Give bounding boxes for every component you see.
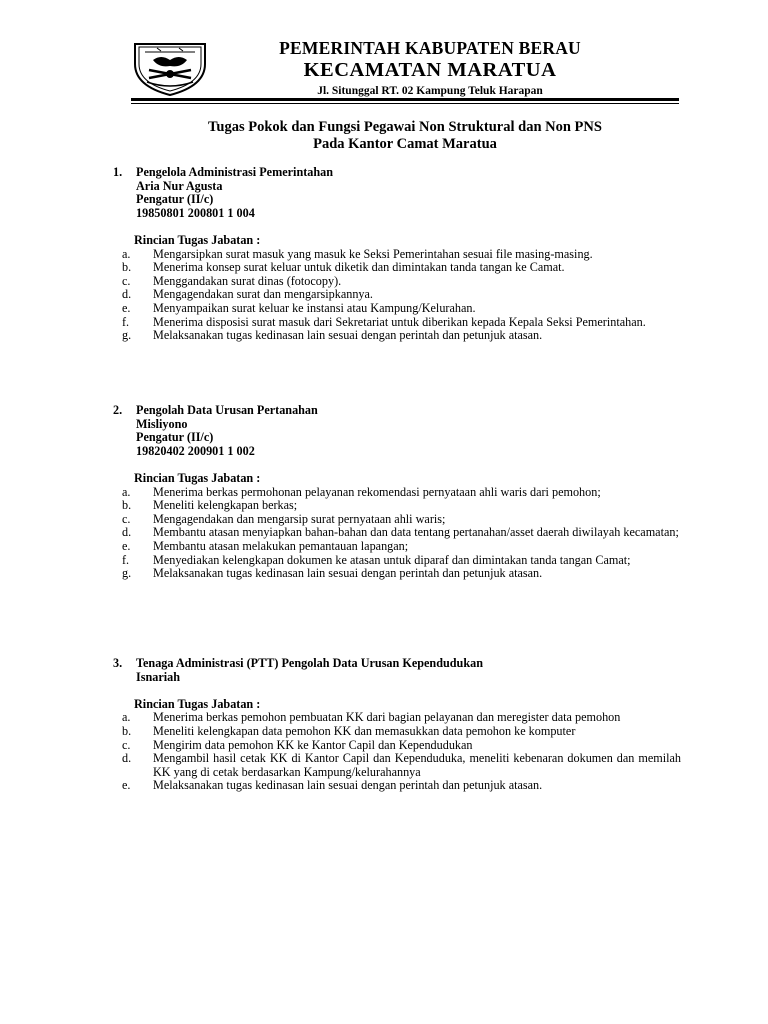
section-header — [113, 166, 681, 220]
employee-rank: Pengatur (II/c) — [136, 430, 214, 445]
employee-nip: 19820402 200901 1 002 — [136, 443, 255, 458]
section-3 — [113, 657, 681, 793]
task-item — [122, 752, 681, 779]
employee-name: Isnariah — [136, 669, 181, 684]
section-number: 3. — [113, 656, 123, 670]
document-title-line-1: Tugas Pokok dan Fungsi Pegawai Non Struktural dan Non PNS — [208, 119, 602, 135]
task-item — [122, 499, 681, 513]
letterhead-government: PEMERINTAH KABUPATEN BERAU — [279, 38, 581, 58]
task-text: Meneliti kelengkapan berkas; — [153, 498, 298, 513]
task-item — [122, 329, 681, 343]
task-text: Menerima disposisi surat masuk dari Sekretariat untuk diberikan kepada Kepala Seksi Pemerintahan. — [153, 314, 646, 329]
task-item — [122, 725, 681, 739]
section-number: 1. — [113, 165, 123, 179]
task-letter: d. — [122, 287, 132, 302]
task-text: Membantu atasan melakukan pemantauan lapangan; — [153, 538, 409, 553]
section-1 — [113, 166, 681, 343]
letterhead-rule-thin — [131, 103, 679, 104]
task-letter: d. — [122, 751, 132, 766]
letterhead — [220, 38, 640, 99]
task-item — [122, 261, 681, 275]
letterhead-rule-thick — [131, 98, 679, 101]
task-item — [122, 526, 681, 540]
task-item — [122, 288, 681, 302]
task-letter: g. — [122, 566, 132, 581]
task-text: Mengarsipkan surat masuk yang masuk ke Seksi Pemerintahan sesuai file masing-masing. — [153, 246, 593, 261]
task-item — [122, 711, 681, 725]
task-text: Melaksanakan tugas kedinasan lain sesuai dengan perintah dan petunjuk atasan. — [153, 328, 543, 343]
task-item — [122, 302, 681, 316]
regency-emblem-icon — [131, 38, 209, 98]
task-text: Meneliti kelengkapan data pemohon KK dan memasukkan data pemohon ke komputer — [153, 723, 576, 738]
task-text: Menggandakan surat dinas (fotocopy). — [153, 273, 342, 288]
letterhead-address: Jl. Situnggal RT. 02 Kampung Teluk Harapan — [317, 85, 543, 97]
task-letter: c. — [122, 273, 131, 288]
section-header — [113, 404, 681, 458]
position-title: Pengelola Administrasi Pemerintahan — [136, 165, 334, 179]
task-letter: e. — [122, 778, 131, 793]
task-letter: a. — [122, 484, 131, 499]
task-item — [122, 248, 681, 262]
task-letter: b. — [122, 498, 132, 513]
task-text: Mengirim data pemohon KK ke Kantor Capil dan Kependudukan — [153, 737, 473, 752]
section-header — [113, 657, 681, 684]
task-text: Membantu atasan menyiapkan bahan-bahan dan data tentang pertanahan/asset daerah diwilayah kecamatan; — [153, 525, 679, 540]
task-letter: f. — [122, 552, 130, 567]
document-title-line-2: Pada Kantor Camat Maratua — [313, 136, 497, 152]
task-text: Menerima berkas permohonan pelayanan rekomendasi pernyataan ahli waris dari pemohon; — [153, 484, 601, 499]
task-letter: b. — [122, 260, 132, 275]
task-text: Mengagendakan surat dan mengarsipkannya. — [153, 287, 373, 302]
employee-name: Aria Nur Agusta — [136, 178, 223, 193]
employee-nip: 19850801 200801 1 004 — [136, 205, 255, 220]
task-item — [122, 540, 681, 554]
position-title: Pengolah Data Urusan Pertanahan — [136, 403, 318, 417]
task-text: Mengambil hasil cetak KK di Kantor Capil dan Kependuduka, meneliti kebenaran dokumen dan memilah KK yang di cetak berdasarkan Kampung/kelurahannya — [153, 751, 681, 779]
task-item — [122, 739, 681, 753]
employee-name: Misliyono — [136, 416, 188, 431]
rincian-heading: Rincian Tugas Jabatan : — [134, 696, 261, 711]
task-letter: b. — [122, 723, 132, 738]
section-2 — [113, 404, 681, 581]
section-number: 2. — [113, 403, 123, 417]
task-text: Menyediakan kelengkapan dokumen ke atasan untuk diparaf dan dimintakan tanda tangan Camat; — [153, 552, 631, 567]
task-item — [122, 567, 681, 581]
rincian-heading: Rincian Tugas Jabatan : — [134, 232, 261, 247]
task-letter: c. — [122, 511, 131, 526]
task-letter: f. — [122, 314, 130, 329]
task-text: Melaksanakan tugas kedinasan lain sesuai dengan perintah dan petunjuk atasan. — [153, 566, 543, 581]
task-item — [122, 275, 681, 289]
task-letter: a. — [122, 710, 131, 725]
task-item — [122, 486, 681, 500]
task-letter: g. — [122, 328, 132, 343]
task-letter: c. — [122, 737, 131, 752]
task-letter: a. — [122, 246, 131, 261]
task-letter: e. — [122, 300, 131, 315]
position-title: Tenaga Administrasi (PTT) Pengolah Data Urusan Kependudukan — [136, 656, 483, 670]
task-list — [122, 711, 681, 793]
document-title — [120, 119, 690, 153]
task-text: Mengagendakan dan mengarsip surat pernyataan ahli waris; — [153, 511, 446, 526]
task-item — [122, 316, 681, 330]
rincian-heading: Rincian Tugas Jabatan : — [134, 470, 261, 485]
task-item — [122, 779, 681, 793]
task-text: Melaksanakan tugas kedinasan lain sesuai dengan perintah dan petunjuk atasan. — [153, 778, 543, 793]
task-text: Menerima berkas pemohon pembuatan KK dari bagian pelayanan dan meregister data pemohon — [153, 710, 621, 725]
task-list — [122, 486, 681, 581]
task-item — [122, 554, 681, 568]
task-text: Menerima konsep surat keluar untuk diketik dan dimintakan tanda tangan ke Camat. — [153, 260, 565, 275]
letterhead-district: KECAMATAN MARATUA — [303, 59, 557, 81]
task-letter: e. — [122, 538, 131, 553]
task-list — [122, 248, 681, 343]
task-text: Menyampaikan surat keluar ke instansi atau Kampung/Kelurahan. — [153, 300, 476, 315]
task-item — [122, 513, 681, 527]
employee-rank: Pengatur (II/c) — [136, 192, 214, 207]
task-letter: d. — [122, 525, 132, 540]
